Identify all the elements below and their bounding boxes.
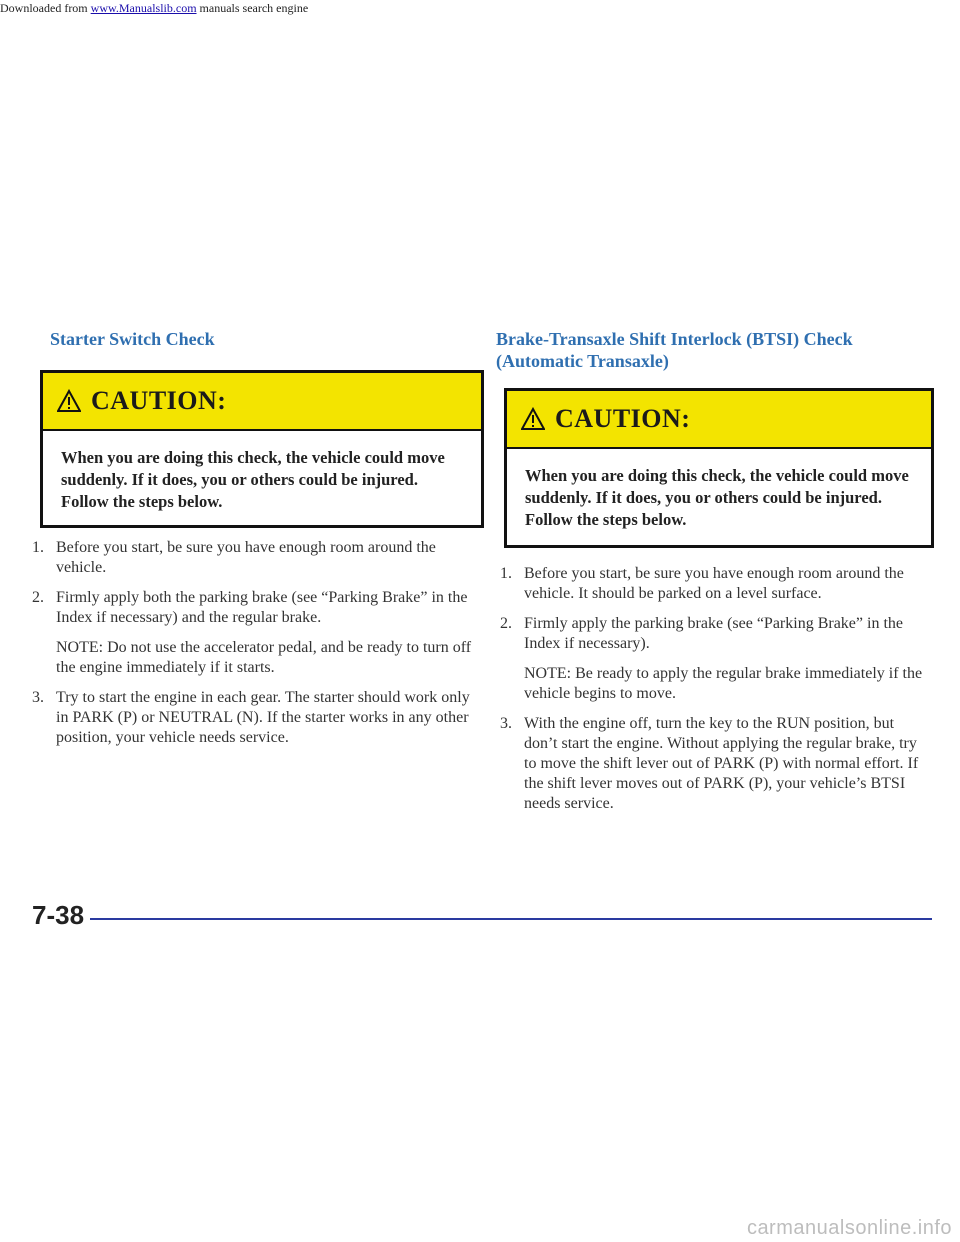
step-number: 3. — [500, 715, 512, 732]
banner-prefix: Downloaded from — [0, 1, 91, 15]
manualslib-link[interactable]: www.Manualslib.com — [90, 1, 197, 15]
step-number: 2. — [500, 615, 512, 632]
caution-header — [43, 373, 481, 431]
steps-list — [500, 564, 930, 824]
step-number: 2. — [32, 589, 44, 606]
step-text: Firmly apply the parking brake (see “Parking Brake” in the Index if necessary). — [524, 615, 903, 652]
step-text: With the engine off, turn the key to the RUN position, but don’t start the engine. Without applying the regular brake, try to move the shift lever out of PARK (P) with normal effort. If the shift lever moves out of PARK (P), your vehicle’s BTSI needs service. — [524, 715, 919, 812]
page-number: 7-38 — [32, 900, 85, 930]
step-number: 1. — [500, 565, 512, 582]
step-text: Before you start, be sure you have enough room around the vehicle. It should be parked on a level surface. — [524, 565, 904, 602]
warning-triangle-icon — [521, 407, 545, 431]
warning-triangle-icon — [57, 389, 81, 413]
list-item — [32, 538, 472, 578]
list-item — [500, 714, 930, 814]
step-note: NOTE: Be ready to apply the regular brake immediately if the vehicle begins to move. — [524, 665, 923, 702]
step-text: Before you start, be sure you have enough room around the vehicle. — [56, 539, 436, 576]
section-title: Starter Switch Check — [50, 329, 215, 349]
step-note: NOTE: Do not use the accelerator pedal, and be ready to turn off the engine immediately if it starts. — [56, 639, 472, 676]
step-text: Firmly apply both the parking brake (see “Parking Brake” in the Index if necessary) and the regular brake. — [56, 589, 468, 626]
site-watermark: carmanualsonline.info — [746, 1217, 952, 1239]
list-item — [32, 588, 472, 678]
step-text: Try to start the engine in each gear. The starter should work only in PARK (P) or NEUTRAL (N). If the starter works in any other position, your vehicle needs service. — [56, 689, 470, 746]
footer-rule — [90, 918, 932, 920]
list-item — [500, 564, 930, 604]
list-item — [500, 614, 930, 704]
page-footer — [0, 900, 960, 940]
section-title: Brake-Transaxle Shift Interlock (BTSI) Check (Automatic Transaxle) — [496, 329, 853, 371]
caution-text: When you are doing this check, the vehicle could move suddenly. If it does, you or others could be injured. Follow the steps below. — [525, 466, 909, 529]
caution-box — [504, 388, 934, 548]
caution-label: CAUTION: — [91, 386, 227, 415]
caution-box — [40, 370, 484, 528]
list-item — [32, 688, 472, 748]
caution-header — [507, 391, 931, 449]
download-banner — [0, 0, 960, 20]
caution-label: CAUTION: — [555, 404, 691, 433]
banner-suffix: manuals search engine — [196, 1, 309, 15]
caution-text: When you are doing this check, the vehicle could move suddenly. If it does, you or others could be injured. Follow the steps below. — [61, 448, 445, 511]
step-number: 3. — [32, 689, 44, 706]
manual-page — [0, 290, 960, 1072]
step-number: 1. — [32, 539, 44, 556]
steps-list — [32, 538, 472, 758]
